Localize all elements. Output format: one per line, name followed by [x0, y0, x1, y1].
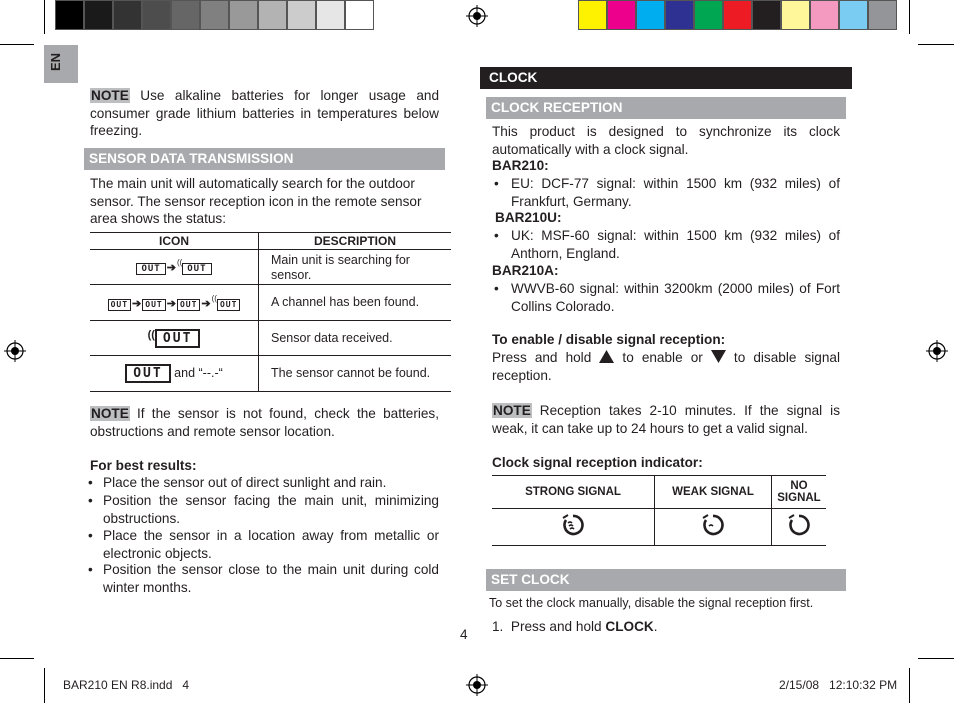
list-item: • Position the sensor close to the main unit during cold winter months. [88, 562, 439, 595]
battery-note: NOTE Use alkaline batteries for longer usage and consumer grade lithium batteries in temperatures below freezing. [90, 88, 439, 138]
crop-mark [44, 668, 45, 703]
list-item: • Position the sensor facing the main unit, minimizing obstructions. [88, 493, 439, 526]
lcd-out-icon: OUT [177, 299, 200, 311]
sensor-transmission-header: SENSOR DATA TRANSMISSION [84, 148, 445, 170]
color-swatch [345, 0, 374, 30]
list-item: • WWVB-60 signal: within 3200km (2000 miles) of Fort Collins Colorado. [494, 281, 840, 314]
sensor-note: NOTE If the sensor is not found, check the batteries, obstructions and remote sensor location. [90, 406, 439, 439]
list-item: • UK: MSF-60 signal: within 1500 km (932 miles) of Anthorn, England. [494, 228, 840, 261]
arrow-right-icon: ➔ [166, 297, 176, 310]
color-swatch [200, 0, 229, 30]
lcd-out-icon: OUT [108, 299, 131, 311]
list-item: • EU: DCF-77 signal: within 1500 km (932 miles) of Frankfurt, Germany. [494, 176, 840, 209]
registration-mark-icon [466, 5, 488, 27]
crop-mark [44, 0, 45, 34]
set-clock-header: SET CLOCK [486, 569, 846, 591]
sensor-icon-table [90, 232, 451, 392]
table-cell [772, 509, 827, 546]
no-signal-suffix: and “--.-“ [170, 366, 223, 380]
lcd-out-icon: OUT [125, 364, 170, 383]
arrow-right-icon: ➔ [132, 297, 142, 310]
color-swatch [607, 0, 636, 30]
color-swatch [665, 0, 694, 30]
table-cell: A channel has been found. [271, 295, 420, 309]
best-results-heading: For best results: [90, 458, 197, 473]
down-arrow-icon [711, 350, 726, 363]
table-cell [655, 509, 772, 546]
table-header-icon: ICON [90, 233, 259, 250]
lcd-out-icon: OUT [217, 299, 240, 311]
arrow-right-icon: ➔ [201, 297, 211, 310]
set-clock-intro: To set the clock manually, disable the signal reception first. [489, 596, 814, 610]
color-swatch [694, 0, 723, 30]
enable-heading: To enable / disable signal reception: [492, 332, 726, 347]
weak-signal-icon [700, 512, 726, 538]
table-row [90, 321, 259, 356]
color-swatch [723, 0, 752, 30]
model-heading: BAR210A: [492, 263, 559, 278]
color-swatch [636, 0, 665, 30]
table-cell: Sensor data received. [271, 330, 393, 345]
color-swatch [316, 0, 345, 30]
clock-reception-header: CLOCK RECEPTION [486, 97, 846, 119]
crop-mark [918, 44, 954, 45]
page-number: 4 [460, 627, 468, 642]
table-cell: The sensor cannot be found. [271, 366, 431, 380]
table-header-none: NO SIGNAL [777, 480, 821, 504]
color-swatch [113, 0, 142, 30]
table-row [90, 250, 259, 285]
lcd-out-icon: OUT [155, 329, 200, 348]
color-swatch [781, 0, 810, 30]
signal-wave-icon: (( [147, 328, 155, 341]
footer-file-name: BAR210 EN R8.indd 4 [63, 678, 190, 692]
signal-indicator-table [492, 475, 826, 546]
color-swatch [84, 0, 113, 30]
color-swatch [868, 0, 897, 30]
no-signal-icon [786, 512, 812, 538]
crop-mark [918, 658, 954, 659]
note-label: NOTE [493, 403, 531, 418]
color-swatch [578, 0, 607, 30]
lcd-out-icon: OUT [136, 263, 165, 275]
enable-instructions: Press and hold to enable or to disable signal reception. [492, 350, 840, 383]
language-tab-label: EN [48, 52, 63, 71]
list-item: • Place the sensor out of direct sunlight and rain. [88, 475, 387, 490]
color-swatch [55, 0, 84, 30]
color-swatch [810, 0, 839, 30]
color-swatch [752, 0, 781, 30]
model-heading: BAR210: [492, 158, 549, 173]
table-cell: Main unit is searching for sensor. [271, 252, 410, 282]
registration-mark-icon [466, 674, 488, 696]
color-swatch [142, 0, 171, 30]
color-swatch [287, 0, 316, 30]
sensor-intro: The main unit will automatically search for the outdoor sensor. The sensor reception icon in the remote sensor area shows the status: [90, 176, 422, 226]
registration-mark-icon [926, 340, 948, 362]
up-arrow-icon [599, 350, 614, 363]
clock-header: CLOCK [480, 67, 852, 89]
table-header-weak: WEAK SIGNAL [655, 476, 772, 509]
footer-timestamp: 2/15/08 12:10:32 PM [779, 678, 898, 692]
lcd-out-icon: OUT [182, 263, 211, 275]
color-swatch [839, 0, 868, 30]
crop-mark [0, 658, 34, 659]
lcd-out-icon: OUT [142, 299, 165, 311]
table-row [90, 285, 259, 321]
list-item: • Place the sensor in a location away from metallic or electronic objects. [88, 528, 439, 561]
color-swatch [229, 0, 258, 30]
crop-mark [0, 44, 34, 45]
signal-wave-icon: (( [176, 258, 183, 267]
crop-mark [909, 668, 910, 703]
note-label: NOTE [91, 406, 129, 421]
signal-wave-icon: (( [211, 293, 217, 303]
reception-note: NOTE Reception takes 2-10 minutes. If the signal is weak, it can take up to 24 hours to get a valid signal. [492, 403, 840, 436]
strong-signal-icon [560, 512, 586, 538]
registration-mark-icon [4, 340, 26, 362]
model-heading: BAR210U: [495, 210, 562, 225]
table-row [90, 356, 259, 392]
indicator-heading: Clock signal reception indicator: [492, 455, 703, 470]
color-swatch [258, 0, 287, 30]
step-item: 1. Press and hold CLOCK. [492, 619, 658, 634]
reception-intro: This product is designed to synchronize its clock automatically with a clock signal. [492, 124, 840, 157]
crop-mark [909, 0, 910, 34]
language-tab [44, 45, 78, 83]
table-header-strong: STRONG SIGNAL [492, 476, 655, 509]
note-label: NOTE [91, 88, 129, 103]
table-cell [492, 509, 655, 546]
arrow-right-icon: ➔ [166, 262, 176, 274]
color-swatch [171, 0, 200, 30]
table-header-description: DESCRIPTION [313, 234, 396, 248]
